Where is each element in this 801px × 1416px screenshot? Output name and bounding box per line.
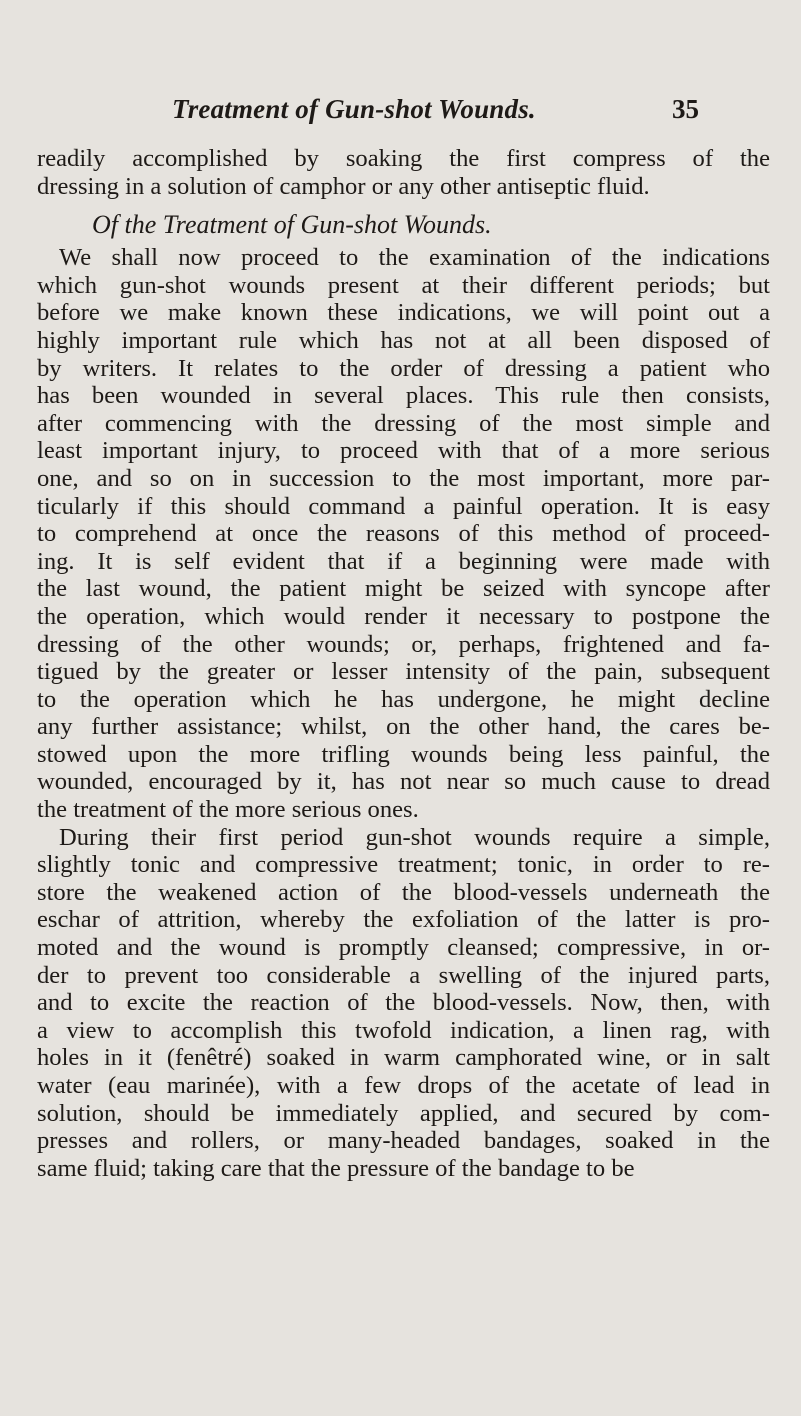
text-line: ing. It is self evident that if a beginning were made with [37, 547, 770, 575]
text-line: least important injury, to proceed with that of a more serious [37, 437, 770, 465]
paragraph-3 [37, 824, 770, 1183]
paragraph-1 [37, 145, 770, 200]
text-line: dressing of the other wounds; or, perhaps, frightened and fa- [37, 630, 770, 658]
text-line: after commencing with the dressing of the most simple and [37, 409, 770, 437]
running-head [0, 94, 801, 134]
text-line: solution, should be immediately applied, and secured by com- [37, 1099, 770, 1127]
text-line: has been wounded in several places. This rule then consists, [37, 382, 770, 410]
text-line: one, and so on in succession to the most important, more par- [37, 464, 770, 492]
text-line: to comprehend at once the reasons of this method of proceed- [37, 520, 770, 548]
text-line: slightly tonic and compressive treatment; tonic, in order to re- [37, 851, 770, 879]
text-line: presses and rollers, or many-headed bandages, soaked in the [37, 1127, 770, 1155]
page-number: 35 [672, 94, 699, 124]
text-line: dressing in a solution of camphor or any other antiseptic fluid. [37, 172, 650, 200]
text-line: readily accomplished by soaking the first compress of the [37, 145, 770, 172]
text-line: a view to accomplish this twofold indication, a linen rag, with [37, 1016, 770, 1044]
section-heading: Of the Treatment of Gun-shot Wounds. [92, 210, 492, 240]
text-line: the treatment of the more serious ones. [37, 796, 419, 824]
running-title: Treatment of Gun-shot Wounds. [172, 94, 536, 124]
text-line: any further assistance; whilst, on the other hand, the cares be- [37, 713, 770, 741]
body-text [37, 145, 770, 1182]
text-line: wounded, encouraged by it, has not near so much cause to dread [37, 768, 770, 796]
text-line: to the operation which he has undergone, he might decline [37, 685, 770, 713]
text-line: We shall now proceed to the examination of the indications [59, 244, 770, 272]
text-line: ticularly if this should command a painful operation. It is easy [37, 492, 770, 520]
text-line: same fluid; taking care that the pressure of the bandage to be [37, 1154, 635, 1182]
text-line: eschar of attrition, whereby the exfoliation of the latter is pro- [37, 906, 770, 934]
text-line: stowed upon the more trifling wounds being less painful, the [37, 740, 770, 768]
text-line: before we make known these indications, we will point out a [37, 299, 770, 327]
text-line: During their first period gun-shot wounds require a simple, [59, 823, 770, 851]
text-line: which gun-shot wounds present at their different periods; but [37, 271, 770, 299]
text-line: der to prevent too considerable a swelling of the injured parts, [37, 961, 770, 989]
text-line: moted and the wound is promptly cleansed; compressive, in or- [37, 934, 770, 962]
text-line: highly important rule which has not at all been disposed of [37, 326, 770, 354]
text-line: the operation, which would render it necessary to postpone the [37, 602, 770, 630]
text-line: the last wound, the patient might be seized with syncope after [37, 575, 770, 603]
text-line: holes in it (fenêtré) soaked in warm camphorated wine, or in salt [37, 1044, 770, 1072]
text-line: tigued by the greater or lesser intensity of the pain, subsequent [37, 658, 770, 686]
text-line: and to excite the reaction of the blood-vessels. Now, then, with [37, 989, 770, 1017]
text-line: water (eau marinée), with a few drops of the acetate of lead in [37, 1072, 770, 1099]
text-line: store the weakened action of the blood-vessels underneath the [37, 878, 770, 906]
paragraph-2 [37, 244, 770, 823]
text-line: by writers. It relates to the order of dressing a patient who [37, 354, 770, 382]
